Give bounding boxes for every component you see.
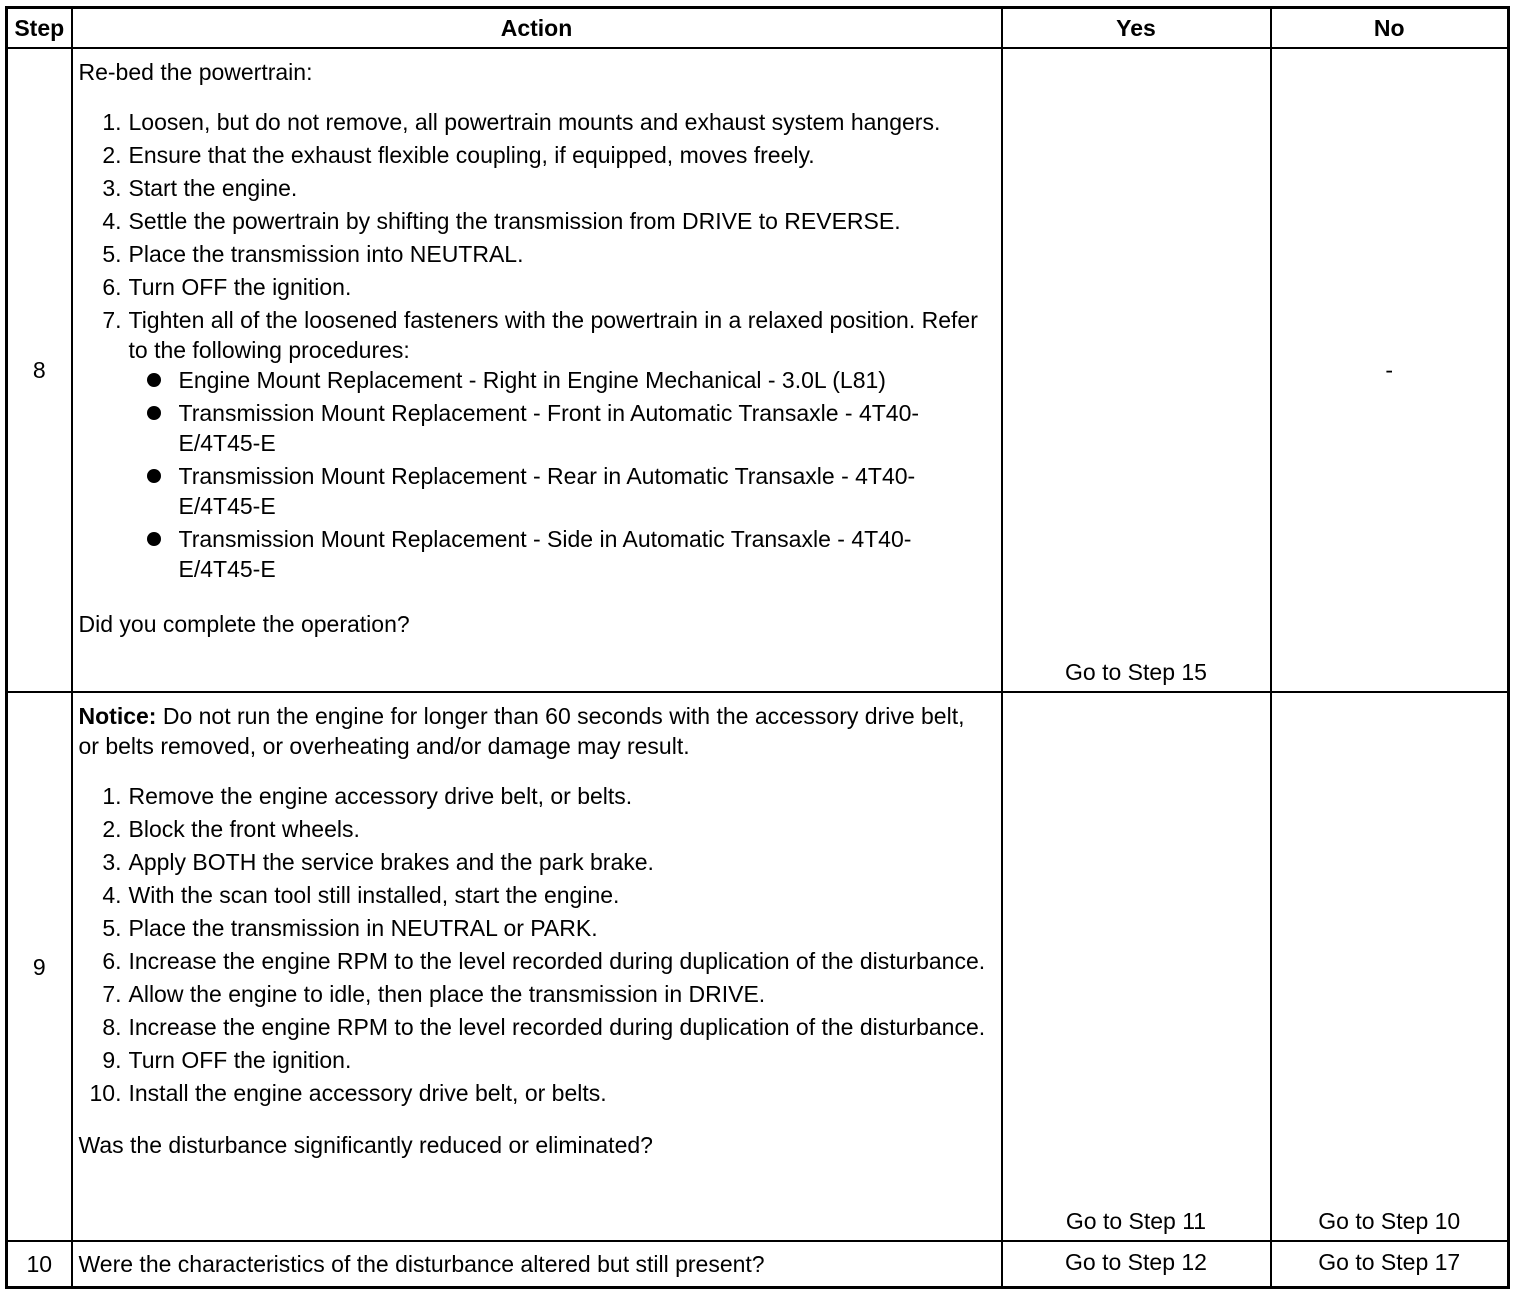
instruction-list	[79, 781, 987, 1108]
yes-cell: Go to Step 12	[1002, 1241, 1271, 1288]
table-row	[7, 692, 1509, 1241]
procedure-reference-list	[129, 365, 987, 584]
step-number: 9	[7, 692, 72, 1241]
bullet-icon	[129, 398, 179, 458]
header-action: Action	[72, 8, 1002, 49]
header-row	[7, 8, 1509, 49]
header-yes: Yes	[1002, 8, 1271, 49]
list-item: 6. Turn OFF the ignition.	[102, 274, 352, 300]
header-step: Step	[7, 8, 72, 49]
bullet-item: Engine Mount Replacement - Right in Engine Mechanical - 3.0L (L81)	[129, 365, 987, 395]
list-item: 9. Turn OFF the ignition.	[102, 1047, 352, 1073]
bullet-icon	[129, 524, 179, 584]
action-intro: Re-bed the powertrain:	[78, 59, 313, 85]
no-cell: Go to Step 17	[1271, 1241, 1509, 1288]
list-item: 3. Start the engine.	[102, 175, 298, 201]
table-row	[7, 1241, 1509, 1288]
bullet-item: Transmission Mount Replacement - Side in Automatic Transaxle - 4T40-E/4T45-E	[129, 524, 987, 584]
action-cell	[72, 692, 1002, 1241]
list-item: 3. Apply BOTH the service brakes and the park brake.	[102, 849, 654, 875]
notice-text: Notice: Do not run the engine for longer than 60 seconds with the accessory drive belt, or belts removed, or overheating and/or damage may result.	[78, 703, 965, 759]
no-cell: Go to Step 10	[1271, 692, 1509, 1241]
list-item: 10. Install the engine accessory drive belt, or belts.	[89, 1080, 607, 1106]
action-question: Was the disturbance significantly reduced or eliminated?	[78, 1132, 653, 1158]
instruction-list	[79, 107, 987, 587]
step-number: 10	[7, 1241, 72, 1288]
list-item: 8. Increase the engine RPM to the level recorded during duplication of the disturbance.	[102, 1014, 986, 1040]
header-no: No	[1271, 8, 1509, 49]
action-question: Did you complete the operation?	[78, 611, 410, 637]
list-item: 2. Ensure that the exhaust flexible coupling, if equipped, moves freely.	[102, 142, 815, 168]
list-item: 7. Allow the engine to idle, then place the transmission in DRIVE.	[102, 981, 766, 1007]
list-item: 2. Block the front wheels.	[102, 816, 360, 842]
action-question: Were the characteristics of the disturbance altered but still present?	[72, 1241, 1002, 1288]
bullet-icon	[129, 461, 179, 521]
action-cell	[72, 48, 1002, 692]
list-item: 5. Place the transmission into NEUTRAL.	[102, 241, 524, 267]
list-item: 1. Remove the engine accessory drive belt, or belts.	[102, 783, 633, 809]
procedure-table	[5, 6, 1510, 1289]
yes-cell: Go to Step 11	[1002, 692, 1271, 1241]
notice-label: Notice:	[78, 703, 157, 729]
list-item: 4. Settle the powertrain by shifting the transmission from DRIVE to REVERSE.	[102, 208, 901, 234]
bullet-item: Transmission Mount Replacement - Rear in Automatic Transaxle - 4T40-E/4T45-E	[129, 461, 987, 521]
list-item: 5. Place the transmission in NEUTRAL or PARK.	[102, 915, 598, 941]
no-cell: -	[1271, 48, 1509, 692]
bullet-item: Transmission Mount Replacement - Front in Automatic Transaxle - 4T40-E/4T45-E	[129, 398, 987, 458]
step-number: 8	[7, 48, 72, 692]
list-item: 1. Loosen, but do not remove, all powertrain mounts and exhaust system hangers.	[102, 109, 941, 135]
list-item: 4. With the scan tool still installed, start the engine.	[102, 882, 620, 908]
bullet-icon	[129, 365, 179, 395]
yes-cell: Go to Step 15	[1002, 48, 1271, 692]
list-item: 7. Tighten all of the loosened fasteners with the powertrain in a relaxed position. Refer to the following procedures: Engine Mount Replacement - Right in Engine Mechanical - 3.0L (L81) Transmission Mount Replacement - Front in Automatic Transaxle - 4T40-E/4T45-E Transmission Mount Replacement - Rear in Automatic Transaxle - 4T40-E/4T45-E Transmission Mount Replacement - Side in Automatic Transaxle - 4T40-E/4T45-E	[79, 305, 987, 587]
list-item: 6. Increase the engine RPM to the level recorded during duplication of the disturbance.	[102, 948, 986, 974]
table-row	[7, 48, 1509, 692]
